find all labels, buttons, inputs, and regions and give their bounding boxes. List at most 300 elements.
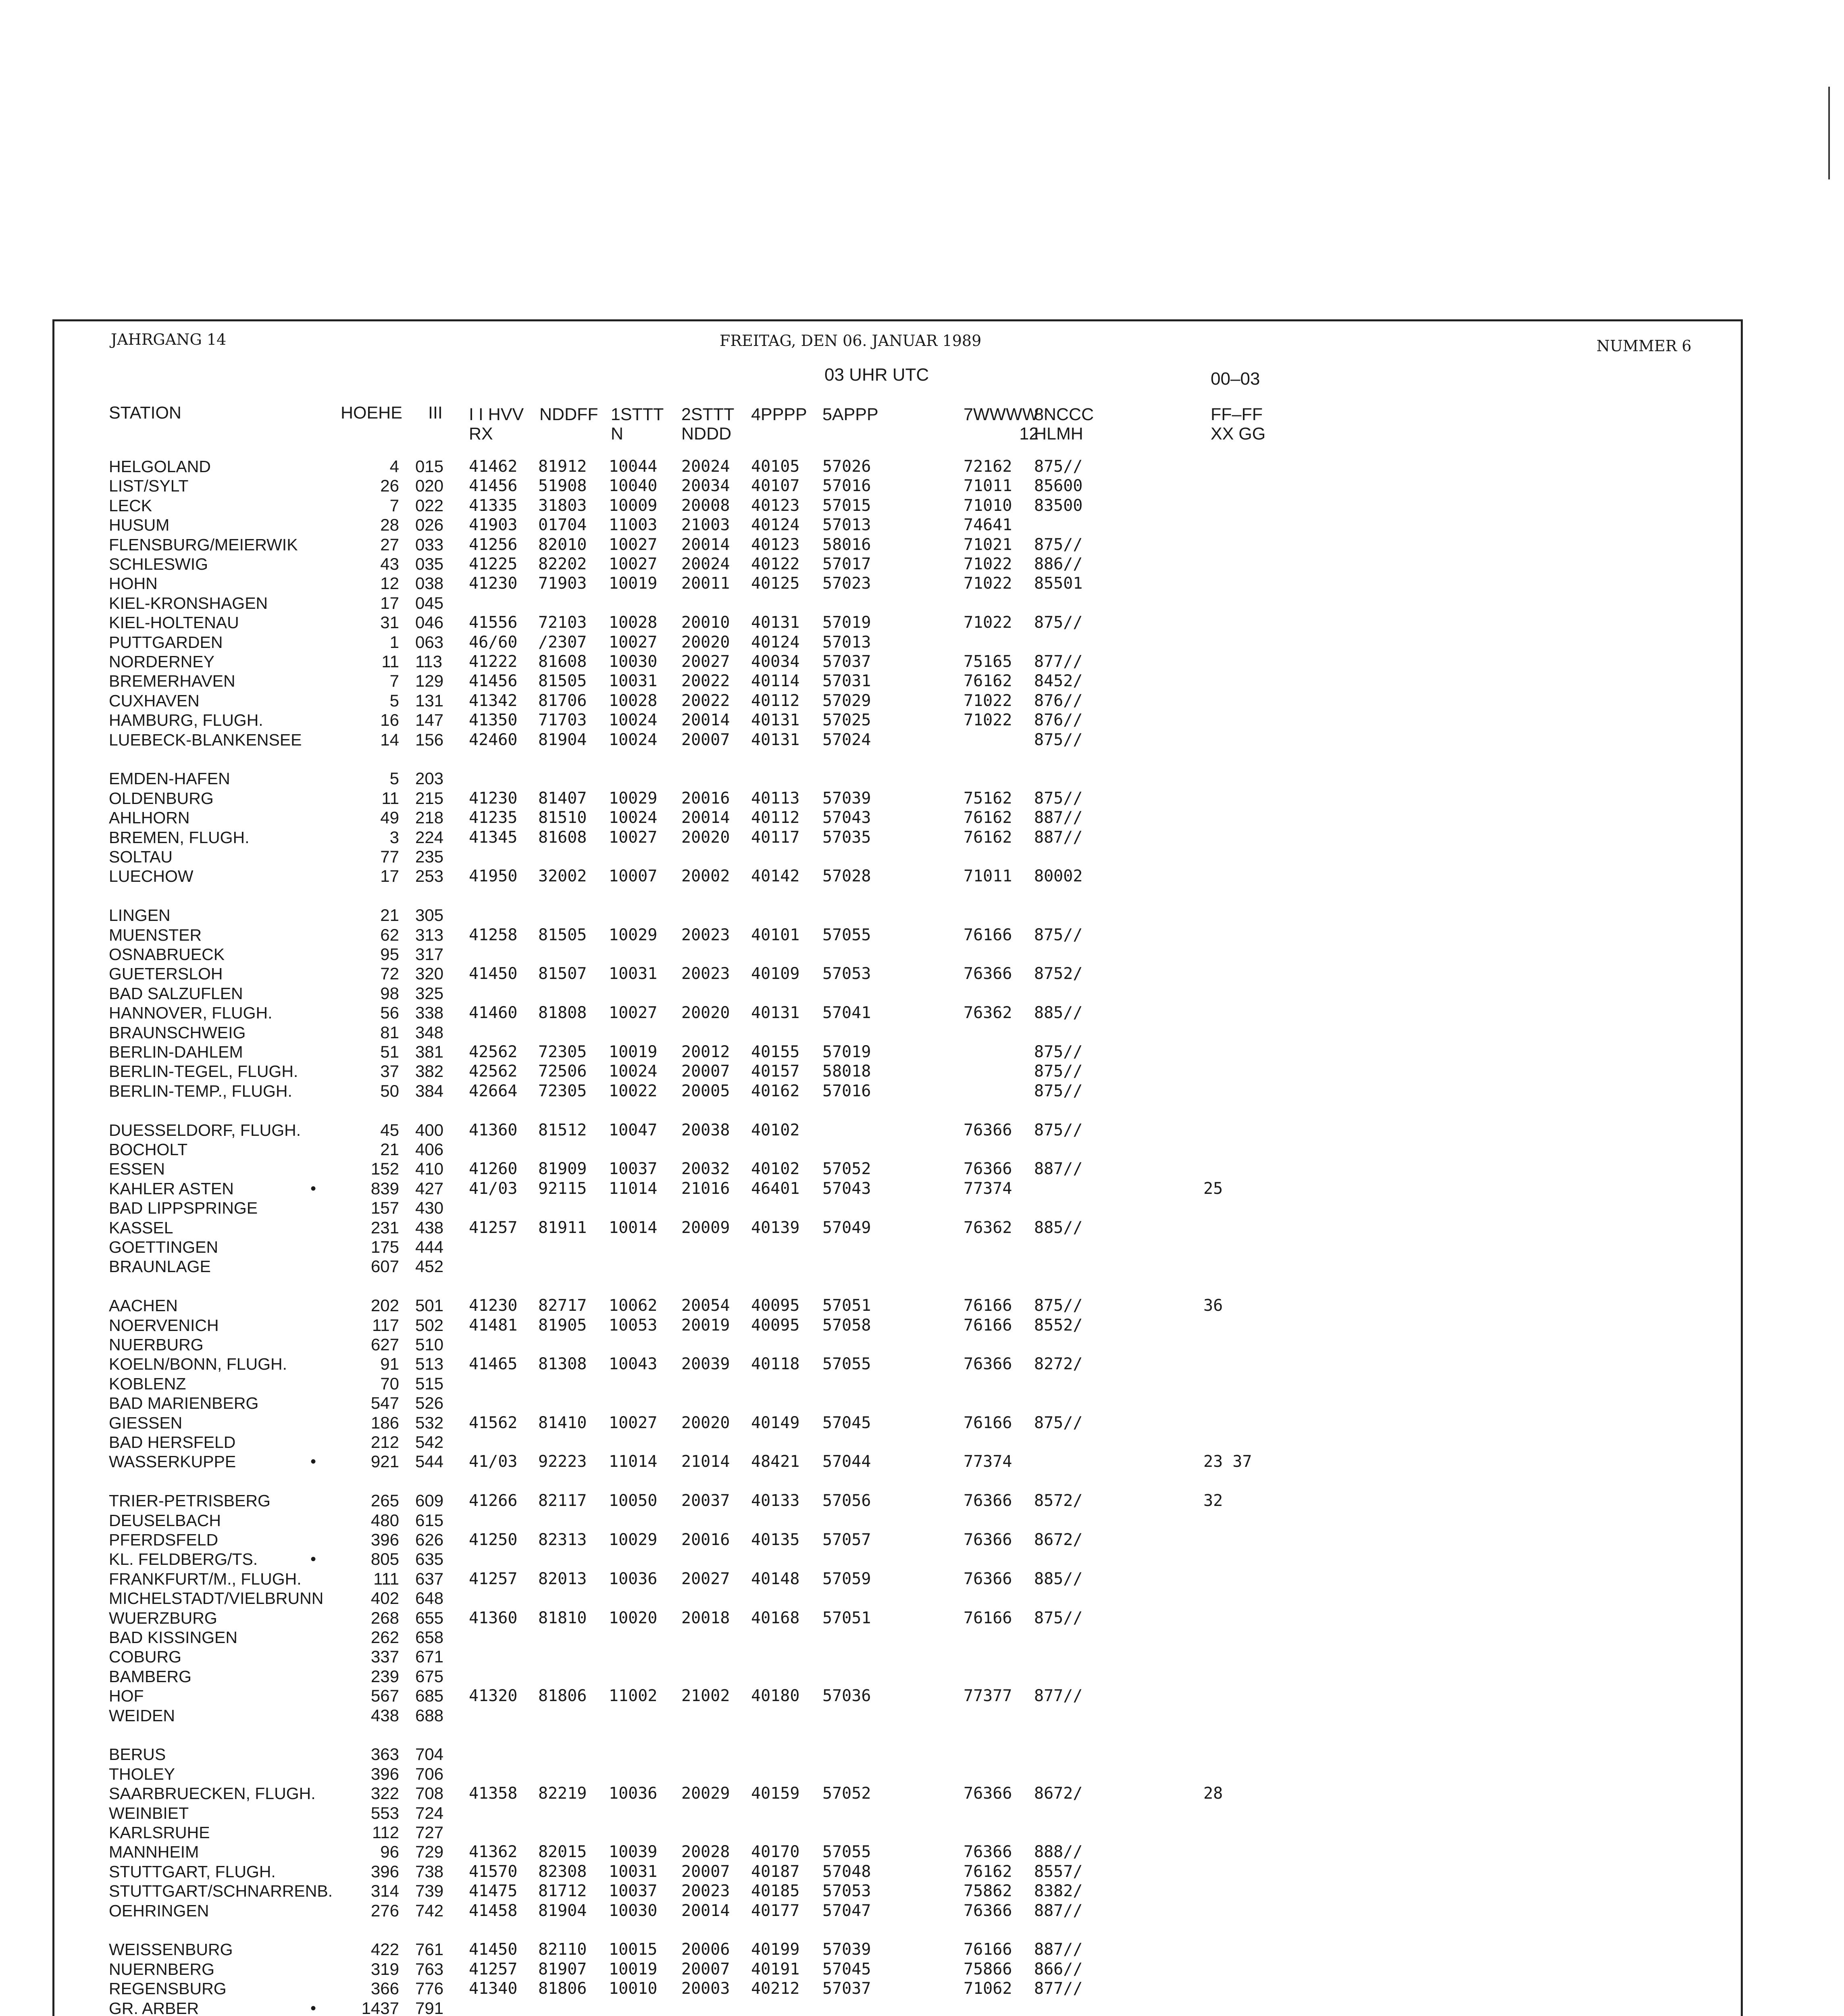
elevation-cell: 202 xyxy=(370,1296,399,1315)
group-3-cell: 10037 xyxy=(609,1882,658,1900)
group-2-cell: 81806 xyxy=(538,1979,587,1998)
group-5-cell: 40105 xyxy=(751,457,800,476)
elevation-cell: 72 xyxy=(380,964,399,983)
group-6-cell: 57059 xyxy=(822,1570,871,1588)
group-6-cell: 57057 xyxy=(822,1531,871,1549)
station-id-cell: 510 xyxy=(415,1335,444,1354)
group-4-cell: 20016 xyxy=(681,789,730,808)
table-row xyxy=(0,1081,1844,1101)
table-row xyxy=(0,906,1844,925)
elevation-cell: 12 xyxy=(380,574,399,593)
station-id-cell: 655 xyxy=(415,1608,444,1627)
group-3-cell: 10036 xyxy=(609,1570,658,1588)
group-5-cell: 40122 xyxy=(751,555,800,573)
elevation-cell: 265 xyxy=(370,1491,399,1510)
group-6-cell: 57043 xyxy=(822,808,871,827)
group-3-cell: 10027 xyxy=(609,535,658,554)
group-5-cell: 40113 xyxy=(751,789,800,808)
table-row xyxy=(0,1842,1844,1862)
station-id-cell: 325 xyxy=(415,984,444,1003)
station-name: WUERZBURG xyxy=(109,1609,217,1627)
station-name: KOBLENZ xyxy=(109,1375,186,1393)
group-2-cell: 82110 xyxy=(538,1940,587,1959)
group-8-cell: 875// xyxy=(1034,1296,1083,1315)
group-8-cell: 877// xyxy=(1034,1979,1083,1998)
group-5-cell: 40180 xyxy=(751,1687,800,1705)
group-5-cell: 40133 xyxy=(751,1491,800,1510)
station-name: OEHRINGEN xyxy=(109,1901,209,1920)
elevation-cell: 70 xyxy=(380,1374,399,1393)
station-name: NUERNBERG xyxy=(109,1960,214,1979)
station-name: LUEBECK-BLANKENSEE xyxy=(109,731,302,749)
elevation-cell: 567 xyxy=(370,1686,399,1705)
group-3-cell: 10029 xyxy=(609,789,658,808)
table-row xyxy=(0,496,1844,515)
group-2-cell: 81507 xyxy=(538,964,587,983)
group-1-cell: 41450 xyxy=(469,964,518,983)
elevation-cell: 839 xyxy=(370,1179,399,1198)
table-row xyxy=(0,1940,1844,1959)
group-2-cell: 71703 xyxy=(538,711,587,729)
group-4-cell: 20029 xyxy=(681,1784,730,1803)
table-row xyxy=(0,1140,1844,1159)
table-row xyxy=(0,1120,1844,1140)
group-5-cell: 40112 xyxy=(751,691,800,710)
station-id-cell: 444 xyxy=(415,1237,444,1256)
table-row xyxy=(0,769,1844,788)
station-id-cell: 609 xyxy=(415,1491,444,1510)
station-name: PFERDSFELD xyxy=(109,1531,219,1549)
group-3-cell: 10015 xyxy=(609,1940,658,1959)
group-4-cell: 20054 xyxy=(681,1296,730,1315)
group-7-cell: 76162 xyxy=(964,828,1012,847)
group-4-cell: 20007 xyxy=(681,1062,730,1081)
group-7-cell: 71022 xyxy=(964,555,1012,573)
elevation-cell: 175 xyxy=(370,1237,399,1256)
table-row xyxy=(0,1569,1844,1589)
group-2-cell: 81505 xyxy=(538,926,587,944)
table-row xyxy=(0,945,1844,964)
station-id-cell: 708 xyxy=(415,1784,444,1803)
group-2-cell: 81712 xyxy=(538,1882,587,1900)
group-4-cell: 20020 xyxy=(681,1414,730,1432)
group-3-cell: 10027 xyxy=(609,828,658,847)
station-id-cell: 685 xyxy=(415,1686,444,1705)
group-7-cell: 71011 xyxy=(964,867,1012,885)
station-id-cell: 637 xyxy=(415,1569,444,1588)
group-3-cell: 10029 xyxy=(609,926,658,944)
group-6-cell: 57036 xyxy=(822,1687,871,1705)
group-1-cell: 42562 xyxy=(469,1043,518,1061)
group-2-cell: 81810 xyxy=(538,1609,587,1627)
elevation-cell: 111 xyxy=(373,1569,399,1588)
elevation-cell: 212 xyxy=(370,1433,399,1452)
group-4-cell: 20020 xyxy=(681,633,730,652)
col-c6: 5APPP xyxy=(822,405,878,424)
station-id-cell: 501 xyxy=(415,1296,444,1315)
table-row xyxy=(0,1960,1844,1979)
elevation-cell: 56 xyxy=(380,1003,399,1022)
elevation-cell: 239 xyxy=(370,1667,399,1686)
group-2-cell: 81505 xyxy=(538,672,587,690)
table-row xyxy=(0,1667,1844,1686)
table-row xyxy=(0,594,1844,613)
group-5-cell: 40185 xyxy=(751,1882,800,1900)
station-name: MUENSTER xyxy=(109,926,202,944)
group-6-cell: 58018 xyxy=(822,1062,871,1081)
station-name: OSNABRUECK xyxy=(109,945,225,964)
group-7-cell: 75165 xyxy=(964,652,1012,671)
station-name: EMDEN-HAFEN xyxy=(109,769,230,788)
group-8-cell: 875// xyxy=(1034,1609,1083,1627)
station-name: LECK xyxy=(109,496,152,515)
group-7-cell: 76366 xyxy=(964,1531,1012,1549)
elevation-cell: 14 xyxy=(380,730,399,749)
station-id-cell: 544 xyxy=(415,1452,444,1471)
group-4-cell: 20012 xyxy=(681,1043,730,1061)
station-id-cell: 147 xyxy=(415,710,444,729)
elevation-cell: 21 xyxy=(380,906,399,925)
group-2-cell: 81308 xyxy=(538,1355,587,1373)
table-row xyxy=(0,1296,1844,1315)
station-id-cell: 384 xyxy=(415,1081,444,1100)
station-id-cell: 224 xyxy=(415,828,444,847)
group-8-cell: 885// xyxy=(1034,1004,1083,1022)
group-5-cell: 40170 xyxy=(751,1843,800,1861)
group-5-cell: 40131 xyxy=(751,1004,800,1022)
group-8-cell: 8272/ xyxy=(1034,1355,1083,1373)
table-row xyxy=(0,1901,1844,1920)
station-id-cell: 526 xyxy=(415,1393,444,1412)
group-5-cell: 40155 xyxy=(751,1043,800,1061)
table-row xyxy=(0,476,1844,496)
mountain-marker: • xyxy=(310,1180,316,1198)
elevation-cell: 95 xyxy=(380,945,399,964)
table-row xyxy=(0,652,1844,671)
station-name: WASSERKUPPE xyxy=(109,1452,236,1471)
elevation-cell: 28 xyxy=(380,515,399,534)
group-1-cell: 41358 xyxy=(469,1784,518,1803)
group-7-cell: 76366 xyxy=(964,1160,1012,1178)
elevation-cell: 366 xyxy=(370,1979,399,1998)
elevation-cell: 21 xyxy=(380,1140,399,1159)
group-8-cell: 875// xyxy=(1034,1043,1083,1061)
group-5-cell: 40139 xyxy=(751,1218,800,1237)
table-row xyxy=(0,1608,1844,1628)
group-8-cell: 875// xyxy=(1034,1082,1083,1100)
group-7-cell: 71022 xyxy=(964,574,1012,593)
group-7-cell: 71022 xyxy=(964,711,1012,729)
group-8-cell: 8572/ xyxy=(1034,1491,1083,1510)
mountain-marker: • xyxy=(310,1550,316,1568)
station-name: AHLHORN xyxy=(109,808,190,827)
elevation-cell: 553 xyxy=(370,1804,399,1822)
group-4-cell: 20019 xyxy=(681,1316,730,1335)
group-7-cell: 76166 xyxy=(964,926,1012,944)
group-2-cell: 82117 xyxy=(538,1491,587,1510)
table-row xyxy=(0,554,1844,574)
station-name: KIEL-KRONSHAGEN xyxy=(109,594,268,612)
group-7-cell: 76366 xyxy=(964,1121,1012,1139)
group-6-cell: 57048 xyxy=(822,1862,871,1881)
group-5-cell: 40125 xyxy=(751,574,800,593)
group-3-cell: 10050 xyxy=(609,1491,658,1510)
group-2-cell: 81410 xyxy=(538,1414,587,1432)
station-id-cell: 542 xyxy=(415,1433,444,1452)
station-id-cell: 020 xyxy=(415,476,444,495)
table-row xyxy=(0,1647,1844,1666)
table-row xyxy=(0,1491,1844,1510)
elevation-cell: 11 xyxy=(381,652,399,671)
station-name: KAHLER ASTEN xyxy=(109,1179,234,1198)
group-7-cell: 77374 xyxy=(964,1452,1012,1471)
group-5-cell: 40124 xyxy=(751,633,800,652)
volume-label: JAHRGANG 14 xyxy=(111,331,227,348)
elevation-cell: 396 xyxy=(370,1862,399,1881)
group-5-cell: 40112 xyxy=(751,808,800,827)
col-station: STATION xyxy=(109,403,181,423)
group-3-cell: 10027 xyxy=(609,1414,658,1432)
group-3-cell: 10007 xyxy=(609,867,658,885)
station-name: TRIER-PETRISBERG xyxy=(109,1491,271,1510)
col-c5: 4PPPP xyxy=(751,405,807,424)
group-1-cell: 41570 xyxy=(469,1862,518,1881)
table-row xyxy=(0,1003,1844,1023)
group-1-cell: 41360 xyxy=(469,1121,518,1139)
group-8-cell: 887// xyxy=(1034,828,1083,847)
group-3-cell: 10020 xyxy=(609,1609,658,1627)
station-name: FRANKFURT/M., FLUGH. xyxy=(109,1570,302,1588)
table-row xyxy=(0,1862,1844,1881)
station-id-cell: 671 xyxy=(415,1647,444,1666)
group-8-cell: 886// xyxy=(1034,555,1083,573)
station-id-cell: 410 xyxy=(415,1159,444,1178)
group-8-cell: 887// xyxy=(1034,1901,1083,1920)
col-c9: FF–FF XX GG xyxy=(1211,405,1266,444)
elevation-cell: 363 xyxy=(370,1745,399,1764)
group-4-cell: 20007 xyxy=(681,731,730,749)
group-1-cell: 41266 xyxy=(469,1491,518,1510)
station-name: THOLEY xyxy=(109,1765,175,1783)
station-id-cell: 761 xyxy=(415,1940,444,1959)
group-4-cell: 21002 xyxy=(681,1687,730,1705)
group-1-cell: 41257 xyxy=(469,1218,518,1237)
group-5-cell: 40114 xyxy=(751,672,800,690)
group-1-cell: 41458 xyxy=(469,1901,518,1920)
group-2-cell: 81806 xyxy=(538,1687,587,1705)
group-6-cell: 57045 xyxy=(822,1960,871,1979)
table-row xyxy=(0,828,1844,847)
col-hoehe: HOEHE xyxy=(341,403,402,423)
group-1-cell: 41456 xyxy=(469,477,518,495)
group-8-cell: 875// xyxy=(1034,1414,1083,1432)
elevation-cell: 480 xyxy=(370,1511,399,1530)
group-7-cell: 76362 xyxy=(964,1218,1012,1237)
station-name: BERLIN-TEGEL, FLUGH. xyxy=(109,1062,298,1081)
station-id-cell: 430 xyxy=(415,1198,444,1217)
group-1-cell: 46/60 xyxy=(469,633,518,652)
group-3-cell: 10019 xyxy=(609,1043,658,1061)
elevation-cell: 3 xyxy=(389,828,399,847)
group-8-cell: 877// xyxy=(1034,652,1083,671)
group-3-cell: 10014 xyxy=(609,1218,658,1237)
table-row xyxy=(0,1784,1844,1803)
table-row xyxy=(0,984,1844,1003)
elevation-cell: 49 xyxy=(380,808,399,827)
group-5-cell: 40159 xyxy=(751,1784,800,1803)
group-1-cell: 41/03 xyxy=(469,1452,518,1471)
station-name: HUSUM xyxy=(109,516,170,534)
elevation-cell: 62 xyxy=(380,925,399,944)
table-row xyxy=(0,1823,1844,1842)
group-1-cell: 41350 xyxy=(469,711,518,729)
station-name: BAD MARIENBERG xyxy=(109,1394,259,1412)
group-6-cell: 57052 xyxy=(822,1160,871,1178)
group-7-cell: 76366 xyxy=(964,1901,1012,1920)
group-6-cell: 57053 xyxy=(822,1882,871,1900)
group-3-cell: 10031 xyxy=(609,964,658,983)
station-id-cell: 320 xyxy=(415,964,444,983)
group-5-cell: 40135 xyxy=(751,1531,800,1549)
group-2-cell: 81909 xyxy=(538,1160,587,1178)
table-row xyxy=(0,1706,1844,1725)
table-row xyxy=(0,1237,1844,1257)
table-row xyxy=(0,457,1844,476)
elevation-cell: 5 xyxy=(389,769,399,788)
group-8-cell: 876// xyxy=(1034,711,1083,729)
group-4-cell: 20014 xyxy=(681,808,730,827)
group-2-cell: 81407 xyxy=(538,789,587,808)
group-5-cell: 40101 xyxy=(751,926,800,944)
group-7-cell: 77374 xyxy=(964,1179,1012,1198)
station-id-cell: 675 xyxy=(415,1667,444,1686)
group-8-cell: 875// xyxy=(1034,1121,1083,1139)
group-4-cell: 21003 xyxy=(681,516,730,534)
group-8-cell: 875// xyxy=(1034,1062,1083,1081)
station-name: DEUSELBACH xyxy=(109,1511,221,1530)
station-id-cell: 035 xyxy=(415,554,444,573)
group-8-cell: 875// xyxy=(1034,789,1083,808)
group-5-cell: 40149 xyxy=(751,1414,800,1432)
group-2-cell: 51908 xyxy=(538,477,587,495)
group-4-cell: 20028 xyxy=(681,1843,730,1861)
elevation-cell: 396 xyxy=(370,1764,399,1783)
elevation-cell: 314 xyxy=(370,1881,399,1900)
table-row xyxy=(0,964,1844,983)
group-6-cell: 57015 xyxy=(822,496,871,515)
table-row xyxy=(0,730,1844,750)
date-title: FREITAG, DEN 06. JANUAR 1989 xyxy=(720,332,982,350)
group-3-cell: 11003 xyxy=(609,516,658,534)
table-row xyxy=(0,1354,1844,1374)
station-name: SCHLESWIG xyxy=(109,555,208,573)
group-6-cell: 57056 xyxy=(822,1491,871,1510)
mountain-marker: • xyxy=(310,1453,316,1470)
group-4-cell: 20006 xyxy=(681,1940,730,1959)
group-1-cell: 41230 xyxy=(469,789,518,808)
elevation-cell: 7 xyxy=(389,671,399,690)
table-row xyxy=(0,847,1844,866)
station-id-cell: 338 xyxy=(415,1003,444,1022)
group-7-cell: 76166 xyxy=(964,1296,1012,1315)
elevation-cell: 607 xyxy=(370,1257,399,1276)
table-row xyxy=(0,1042,1844,1062)
table-row xyxy=(0,1023,1844,1042)
group-1-cell: 41257 xyxy=(469,1960,518,1979)
group-8-cell: 875// xyxy=(1034,535,1083,554)
elevation-cell: 81 xyxy=(380,1023,399,1042)
station-name: BERLIN-DAHLEM xyxy=(109,1043,243,1061)
group-5-cell: 40157 xyxy=(751,1062,800,1081)
group-6-cell: 57043 xyxy=(822,1179,871,1198)
group-5-cell: 40102 xyxy=(751,1160,800,1178)
group-8-cell: 887// xyxy=(1034,1940,1083,1959)
group-2-cell: 82313 xyxy=(538,1531,587,1549)
group-8-cell: 876// xyxy=(1034,691,1083,710)
group-2-cell: 81608 xyxy=(538,828,587,847)
group-8-cell: 875// xyxy=(1034,926,1083,944)
station-name: NORDERNEY xyxy=(109,652,214,671)
elevation-cell: 31 xyxy=(380,613,399,632)
elevation-cell: 27 xyxy=(380,535,399,554)
group-3-cell: 10009 xyxy=(609,496,658,515)
elevation-cell: 157 xyxy=(370,1198,399,1217)
elevation-cell: 422 xyxy=(370,1940,399,1959)
group-1-cell: 41362 xyxy=(469,1843,518,1861)
elevation-cell: 322 xyxy=(370,1784,399,1803)
group-4-cell: 20020 xyxy=(681,828,730,847)
station-id-cell: 626 xyxy=(415,1530,444,1549)
table-row xyxy=(0,1257,1844,1276)
group-6-cell: 57017 xyxy=(822,555,871,573)
group-6-cell: 57055 xyxy=(822,1843,871,1861)
station-id-cell: 022 xyxy=(415,496,444,515)
group-6-cell: 57041 xyxy=(822,1004,871,1022)
group-6-cell: 57016 xyxy=(822,1082,871,1100)
group-6-cell: 57024 xyxy=(822,731,871,749)
station-name: BOCHOLT xyxy=(109,1140,188,1159)
group-4-cell: 20027 xyxy=(681,652,730,671)
group-6-cell: 57019 xyxy=(822,613,871,632)
group-8-cell: 8672/ xyxy=(1034,1784,1083,1803)
station-name: NOERVENICH xyxy=(109,1316,219,1335)
group-1-cell: 41360 xyxy=(469,1609,518,1627)
station-name: BAD HERSFELD xyxy=(109,1433,236,1452)
group-8-cell: 888// xyxy=(1034,1843,1083,1861)
station-name: PUTTGARDEN xyxy=(109,633,223,652)
table-row xyxy=(0,1628,1844,1647)
group-8-cell: 8752/ xyxy=(1034,964,1083,983)
station-name: SOLTAU xyxy=(109,848,173,866)
group-7-cell: 71022 xyxy=(964,613,1012,632)
group-2-cell: 81512 xyxy=(538,1121,587,1139)
group-3-cell: 10029 xyxy=(609,1531,658,1549)
group-5-cell: 40095 xyxy=(751,1316,800,1335)
elevation-cell: 268 xyxy=(370,1608,399,1627)
gust-cell: 28 xyxy=(1203,1784,1223,1803)
group-3-cell: 10024 xyxy=(609,731,658,749)
station-name: BRAUNLAGE xyxy=(109,1257,211,1276)
group-2-cell: 32002 xyxy=(538,867,587,885)
station-id-cell: 253 xyxy=(415,866,444,885)
group-1-cell: 41450 xyxy=(469,1940,518,1959)
station-id-cell: 129 xyxy=(415,671,444,690)
station-name: BREMERHAVEN xyxy=(109,672,235,690)
group-8-cell: 8382/ xyxy=(1034,1882,1083,1900)
group-1-cell: 41260 xyxy=(469,1160,518,1178)
table-row xyxy=(0,1433,1844,1452)
group-3-cell: 10022 xyxy=(609,1082,658,1100)
